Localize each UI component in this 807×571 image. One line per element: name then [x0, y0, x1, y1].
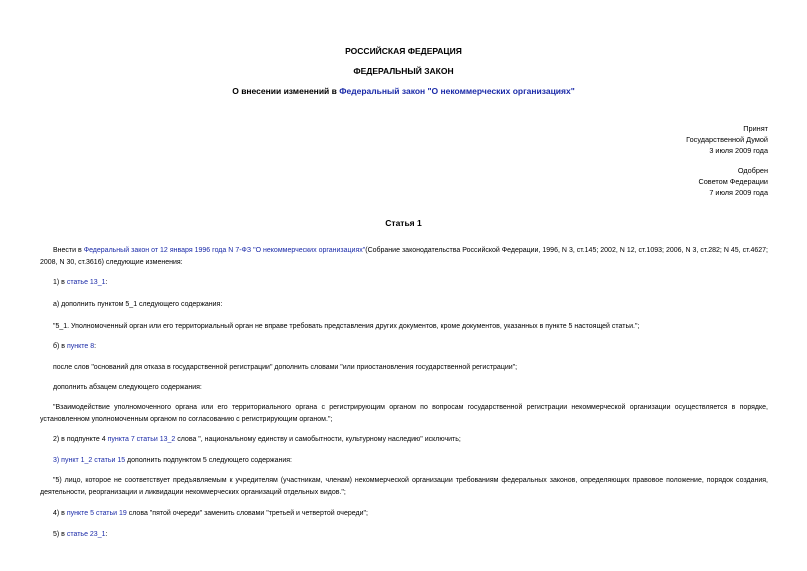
law-type-heading: ФЕДЕРАЛЬНЫЙ ЗАКОН: [353, 66, 454, 76]
item-2-suffix: слова ", национальному единству и самобытности, культурному наследию" исключить;: [175, 436, 461, 443]
item-5-link[interactable]: статье 23_1: [66, 531, 106, 538]
item-2: [53, 434, 768, 446]
item-1b-prefix: б) в: [53, 343, 67, 350]
item-2-link[interactable]: пункта 7 статьи 13_2: [107, 436, 176, 443]
intro-suffix: (Собрание законодательства Российской Федерации, 1996, N 3, ст.145; 2002, N 12, ст.1093; 2006, N 3, ст.282; N 45, ст.4627; 2008, N 30, ст.3616) следующие изменения:: [40, 247, 768, 266]
approved-label: Одобрен: [737, 166, 768, 175]
item-1b-quote: "Взаимодействие уполномоченного органа или его территориального органа с регистрирующим органом по вопросам государственной регистрации некоммерческой организации осуществляется в порядке, установленном уполномоченным органом по согласованию с регистрирующим органом.";: [40, 404, 768, 423]
intro-paragraph: [40, 245, 768, 268]
item-5: [53, 529, 768, 541]
item-1a: а) дополнить пунктом 5_1 следующего содержания:: [53, 301, 223, 308]
item-5-prefix: 5) в: [53, 531, 67, 538]
item-1-suffix: :: [105, 279, 108, 286]
law-title-prefix: О внесении изменений в: [232, 86, 340, 96]
item-3: [53, 455, 768, 467]
law-title: [0, 86, 807, 96]
item-1-prefix: 1) в: [53, 279, 67, 286]
item-1a-quote: "5_1. Уполномоченный орган или его территориальный орган не вправе требовать представления других документов, кроме документов, указанных в пункте 5 настоящей статьи.";: [53, 323, 640, 330]
item-1: [53, 277, 768, 289]
approved-by: Советом Федерации: [698, 177, 768, 186]
accepted-by: Государственной Думой: [686, 135, 768, 144]
item-3-quote: "5) лицо, которое не соответствует предъявляемым к учредителям (участникам, членам) некоммерческой организации требованиям федеральных законов, определяющих правовое положение, порядок создания, деятельности, реорганизации и ликвидации некоммерческих организаций отдельных видов.";: [40, 477, 768, 496]
item-4-prefix: 4) в: [53, 510, 67, 517]
intro-prefix: Внести в: [53, 247, 84, 254]
item-3-suffix: дополнить подпунктом 5 следующего содержания:: [125, 457, 292, 464]
item-1b-text-2: дополнить абзацем следующего содержания:: [53, 384, 202, 391]
accepted-label: Принят: [743, 124, 768, 133]
item-1b-link[interactable]: пункте 8: [66, 343, 95, 350]
approved-date: 7 июля 2009 года: [709, 188, 768, 197]
item-4-suffix: слова "пятой очереди" заменить словами "третьей и четвертой очереди";: [126, 510, 368, 517]
item-4-link[interactable]: пункте 5 статьи 19: [66, 510, 127, 517]
item-1b-text-1: после слов "оснований для отказа в государственной регистрации" дополнить словами "или приостановления государственной регистрации";: [53, 364, 518, 371]
item-2-prefix: 2) в подпункте 4: [53, 436, 108, 443]
item-1b: [53, 341, 768, 353]
article-heading: Статья 1: [385, 218, 422, 228]
item-1-link[interactable]: статье 13_1: [66, 279, 106, 286]
law-title-link[interactable]: Федеральный закон "О некоммерческих организациях": [339, 86, 575, 96]
item-5-suffix: :: [105, 531, 108, 538]
item-4: [53, 508, 768, 520]
accepted-date: 3 июля 2009 года: [709, 146, 768, 155]
item-3-link[interactable]: 3) пункт 1_2 статьи 15: [53, 457, 126, 464]
country-heading: РОССИЙСКАЯ ФЕДЕРАЦИЯ: [345, 46, 462, 56]
item-1b-suffix: :: [94, 343, 97, 350]
intro-law-link[interactable]: Федеральный закон от 12 января 1996 года N 7-ФЗ "О некоммерческих организациях": [83, 247, 366, 254]
